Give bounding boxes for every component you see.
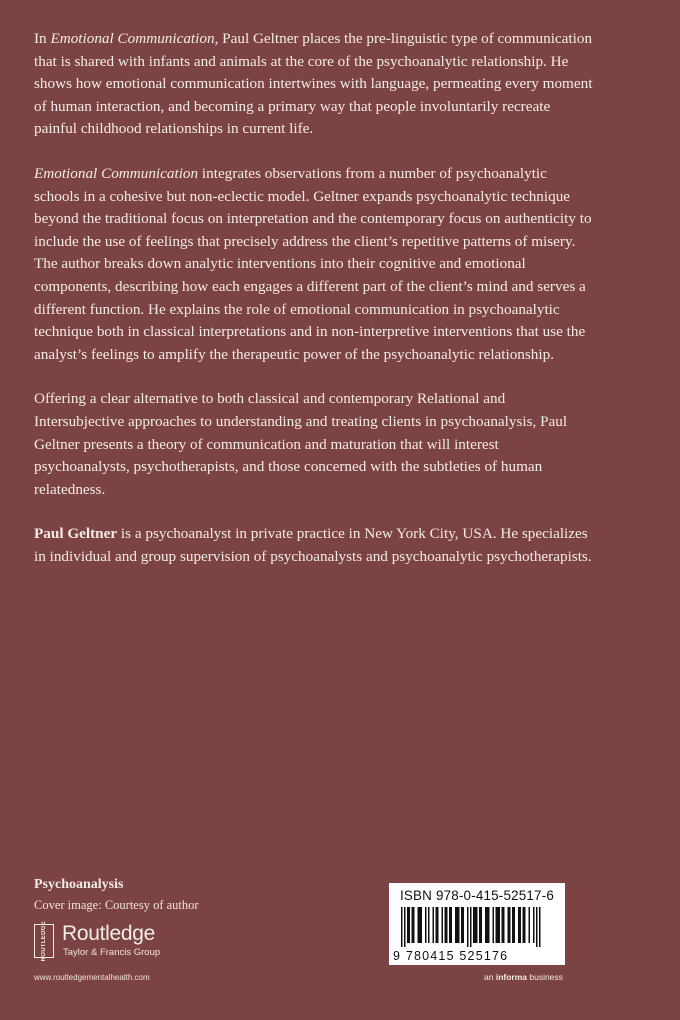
barcode-bar	[425, 907, 427, 943]
barcode-bar	[479, 907, 482, 943]
barcode-bar	[412, 907, 415, 943]
informa-suffix: business	[527, 972, 563, 982]
routledge-logo-icon	[34, 920, 54, 962]
barcode-bar	[436, 907, 439, 943]
barcode-bar	[493, 907, 495, 943]
paragraph-model	[34, 163, 594, 366]
barcode-bar	[512, 907, 515, 943]
barcode-bar	[455, 907, 460, 943]
barcode-bar	[508, 907, 511, 943]
barcode-bar	[529, 907, 531, 943]
barcode-bar	[496, 907, 501, 943]
barcode-bar	[428, 907, 430, 943]
barcode-bar	[418, 907, 423, 943]
barcode-bar	[502, 907, 505, 943]
publisher-name: Routledge	[62, 922, 156, 945]
barcode-bar	[485, 907, 490, 943]
cover-credit: Cover image: Courtesy of author	[34, 898, 199, 912]
paragraph-alternative	[34, 388, 594, 501]
book-title-italic: Emotional Communication	[34, 164, 199, 182]
informa-prefix: an	[484, 972, 496, 982]
back-cover-blurb	[34, 28, 594, 590]
barcode-bar	[407, 907, 410, 943]
barcode-bar	[518, 907, 521, 943]
author-bio-text: is a psychoanalyst in private practice in New York City, USA. He specializes in individual and group supervision of psychoanalysts and psychoanalytic psychotherapists.	[34, 525, 592, 565]
barcode-panel	[389, 883, 565, 965]
paragraph-intro	[34, 28, 594, 141]
footer-left	[34, 876, 334, 916]
author-bio	[34, 523, 594, 568]
barcode-bar	[536, 907, 538, 947]
barcode-icon	[399, 907, 557, 947]
author-name: Paul Geltner	[34, 525, 118, 543]
informa-business	[484, 972, 563, 982]
barcode-bar	[433, 907, 435, 943]
book-title-italic: Emotional Communication	[50, 30, 215, 47]
barcode-bar	[401, 907, 403, 947]
publisher-group: Taylor & Francis Group	[63, 947, 161, 958]
isbn-label: ISBN 978-0-415-52517-6	[399, 888, 555, 903]
barcode-bar	[533, 907, 535, 943]
barcode-bar	[449, 907, 452, 943]
publisher-website: www.routledgementalhealth.com	[34, 973, 150, 982]
model-text: integrates observations from a number of psychoanalytic schools in a cohesive but non-eclectic model. Geltner expands psychoanalytic technique beyond the traditional focus on interpretation and the contemporary focus on authenticity to include the use of feelings that precisely address the client’s repetitive patterns of misery. The author breaks down analytic interventions into their cognitive and emotional components, describing how each engages a different part of the client’s mind and serves a different function. He explains the role of emotional communication in psychoanalytic technique both in classical interpretations and in non-interpretive interventions that use the analyst’s feelings to amplify the therapeutic power of the psychoanalytic relationship.	[34, 164, 592, 363]
intro-text: , Paul Geltner places the pre-linguistic type of communication that is shared with infants and animals at the core of the psychoanalytic relationship. He shows how emotional communication intertwines with language, permeating every moment of human interaction, and becoming a primary way that people involuntarily recreate painful childhood relationships in current life.	[34, 30, 593, 138]
barcode-bar	[442, 907, 444, 943]
barcode-bar	[473, 907, 478, 943]
barcode-bar	[470, 907, 472, 947]
subject-category: Psychoanalysis	[34, 877, 124, 892]
barcode-bar	[404, 907, 406, 947]
barcode-bar	[523, 907, 526, 943]
barcode-bar	[445, 907, 448, 943]
publisher-logo	[34, 922, 234, 966]
informa-brand: informa	[495, 972, 527, 982]
alternative-text: Offering a clear alternative to both classical and contemporary Relational and Intersubjective approaches to understanding and treating clients in psychoanalysis, Paul Geltner presents a theory of communication and maturation that will interest psychoanalysts, psychotherapists, and those concerned with the subtleties of human relatedness.	[34, 390, 568, 498]
intro-lead: In	[34, 30, 51, 47]
barcode-bar	[461, 907, 464, 943]
logo-mark-text: ROUTLEDGE	[41, 920, 47, 962]
barcode-bar	[539, 907, 541, 947]
barcode-bar	[467, 907, 469, 947]
ean-digits: 9 780415 525176	[393, 949, 509, 963]
